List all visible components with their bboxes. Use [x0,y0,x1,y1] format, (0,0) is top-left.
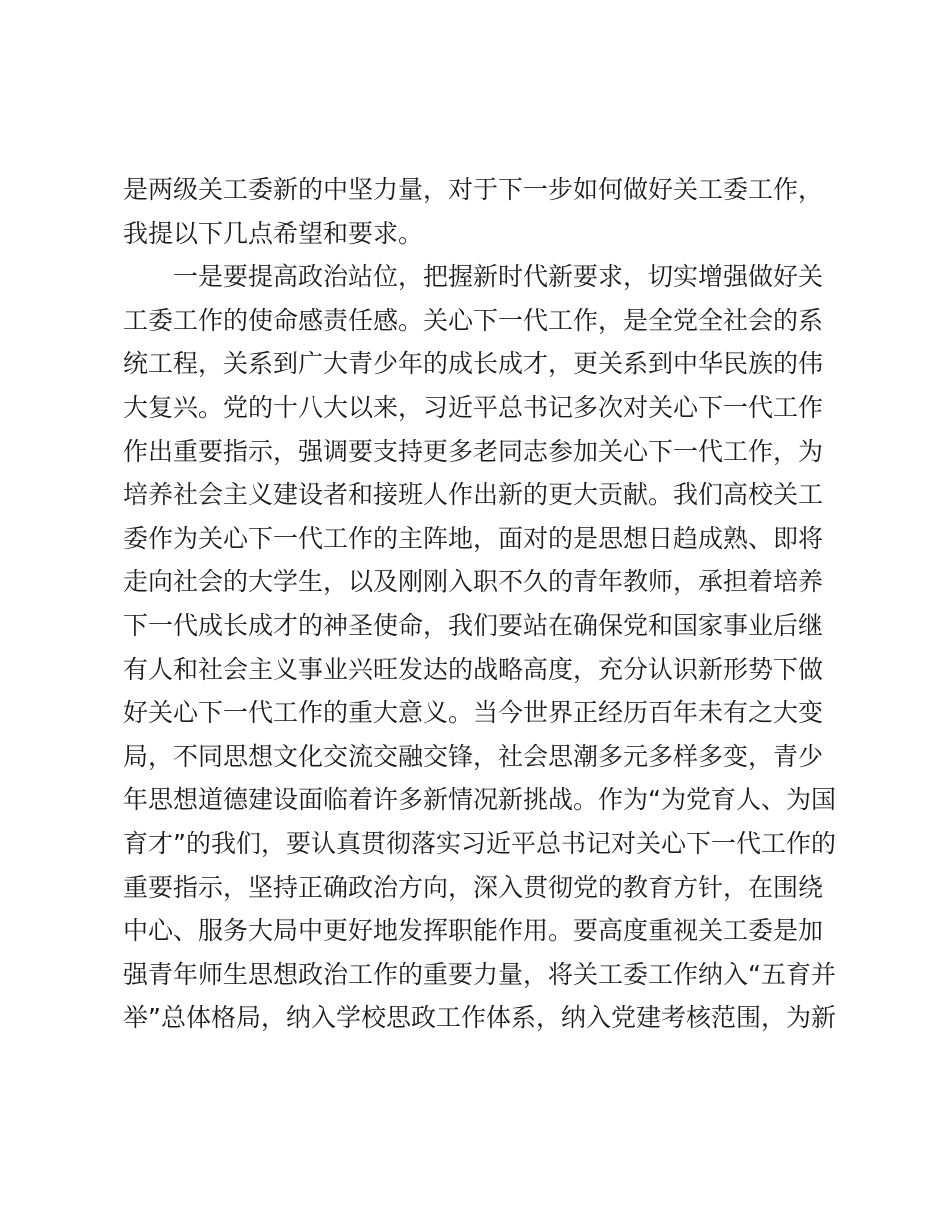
text-line: 大复兴。党的十八大以来，习近平总书记多次对关心下一代工作 [123,392,824,422]
text-line: 中心、服务大局中更好地发挥职能作用。要高度重视关工委是加 [123,916,824,946]
text-line: 作出重要指示，强调要支持更多老同志参加关心下一代工作，为 [123,436,824,466]
text-line: 我提以下几点希望和要求。 [123,218,424,248]
text-line: 是两级关工委新的中坚力量，对于下一步如何做好关工委工作， [123,175,824,204]
text-line: 局，不同思想文化交流交融交锋，社会思潮多元多样多变，青少 [123,741,824,771]
text-line: 工委工作的使命感责任感。关心下一代工作，是全党全社会的系 [123,305,824,335]
text-line: 委作为关心下一代工作的主阵地，面对的是思想日趋成熟、即将 [123,523,824,553]
text-line: 强青年师生思想政治工作的重要力量，将关工委工作纳入“五育并 [123,959,836,989]
text-line: 统工程，关系到广大青少年的成长成才，更关系到中华民族的伟 [123,349,824,379]
text-line: 下一代成长成才的神圣使命，我们要站在确保党和国家事业后继 [123,610,824,640]
body-text [123,168,843,1040]
text-line: 好关心下一代工作的重大意义。当今世界正经历百年未有之大变 [123,698,824,728]
paragraph-first-line: 一是要提高政治站位，把握新时代新要求，切实增强做好关 [173,262,824,292]
text-line: 举”总体格局，纳入学校思政工作体系，纳入党建考核范围，为新 [123,1003,836,1033]
text-line: 年思想道德建设面临着许多新情况新挑战。作为“为党育人、为国 [123,785,836,815]
text-line: 培养社会主义建设者和接班人作出新的更大贡献。我们高校关工 [123,480,824,510]
text-line: 育才”的我们，要认真贯彻落实习近平总书记对关心下一代工作的 [123,828,836,858]
text-line: 重要指示，坚持正确政治方向，深入贯彻党的教育方针，在围绕 [123,872,824,902]
text-line: 有人和社会主义事业兴旺发达的战略高度，充分认识新形势下做 [123,654,824,684]
text-line: 走向社会的大学生，以及刚刚入职不久的青年教师，承担着培养 [123,567,824,597]
